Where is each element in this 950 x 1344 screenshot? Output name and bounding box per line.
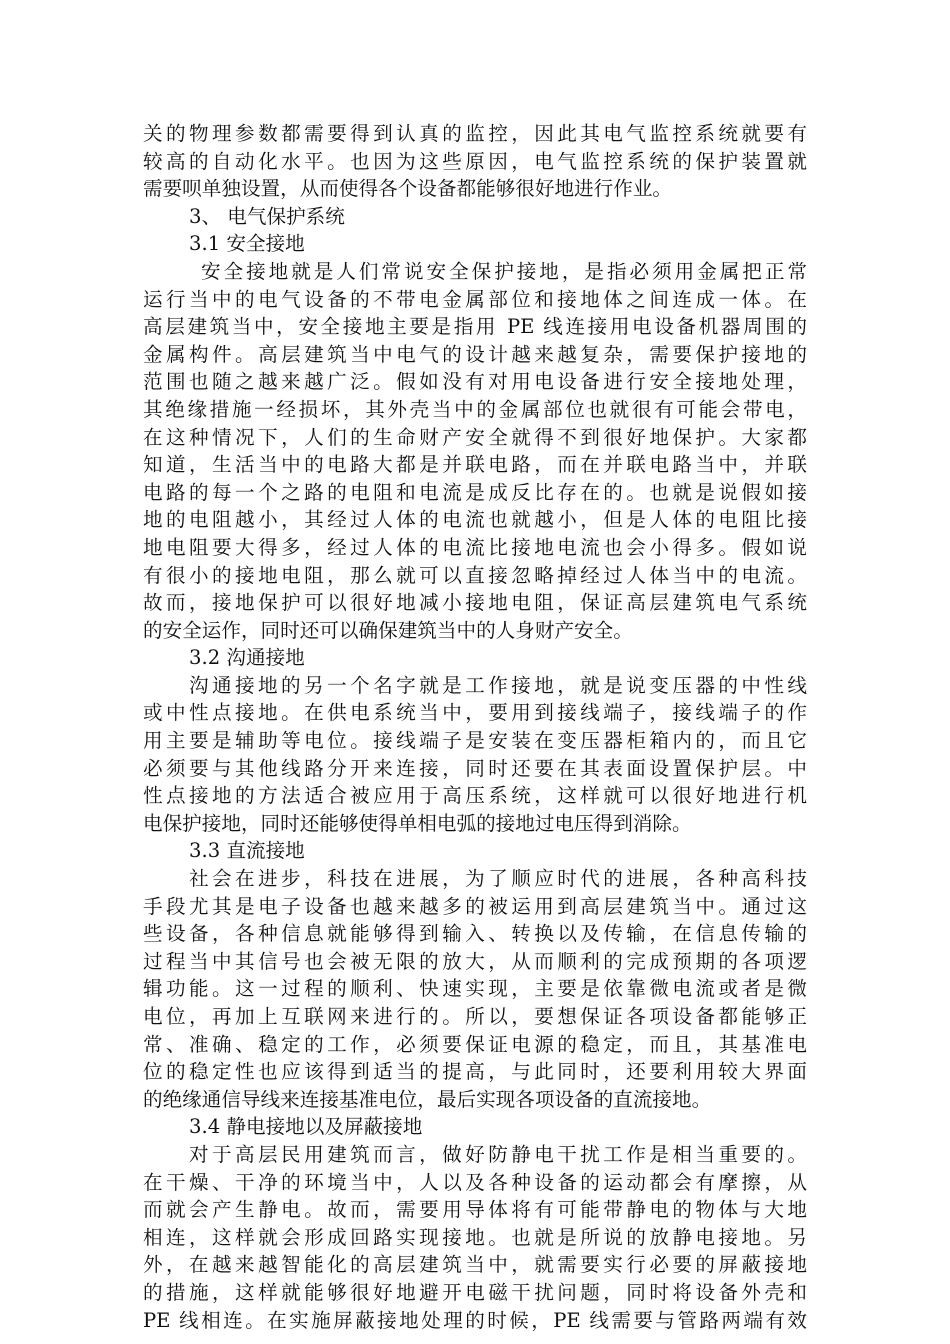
paragraph-line: 其绝缘措施一经损坏，其外壳当中的金属部位也就很有可能会带电， — [143, 397, 807, 421]
paragraph-line: 故而，接地保护可以很好地减小接地电阻，保证高层建筑电气系统 — [143, 591, 807, 615]
paragraph-line: 过程当中其信号也会被无限的放大，从而顺利的完成预期的各项逻 — [143, 949, 807, 973]
paragraph-line: 地电阻要大得多，经过人体的电流比接地电流也会小得多。假如说 — [143, 535, 807, 559]
paragraph-line: 用主要是辅助等电位。接线端子是安装在变压器柜箱内的，而且它 — [143, 729, 807, 753]
paragraph-line: 位的稳定性也应该得到适当的提高，与此同时，还要利用较大界面 — [143, 1060, 807, 1084]
paragraph-line: 的措施，这样就能够很好地避开电磁干扰问题，同时将设备外壳和 — [143, 1280, 807, 1304]
paragraph-line: 电保护接地，同时还能够使得单相电弧的接地过电压得到消除。 — [143, 811, 692, 835]
paragraph-line: 关的物理参数都需要得到认真的监控，因此其电气监控系统就要有 — [143, 122, 807, 145]
paragraph-line: 或中性点接地。在供电系统当中，要用到接线端子，接线端子的作 — [143, 701, 807, 725]
paragraph-line: 电位，再加上互联网来进行的。所以，要想保证各项设备都能够正 — [143, 1005, 807, 1028]
paragraph-line: 安全接地就是人们常说安全保护接地，是指必须用金属把正常 — [201, 259, 807, 283]
paragraph-line: 有很小的接地电阻，那么就可以直接忽略掉经过人体当中的电流。 — [143, 563, 807, 587]
paragraph-line: 的绝缘通信导线来连接基准电位，最后实现各项设备的直流接地。 — [143, 1087, 712, 1111]
paragraph-line: 对于高层民用建筑而言，做好防静电干扰工作是相当重要的。 — [189, 1142, 807, 1166]
section-heading: 3、 电气保护系统 — [189, 204, 345, 228]
paragraph-line: 手段尤其是电子设备也越来越多的被运用到高层建筑当中。通过这 — [143, 894, 807, 918]
paragraph-line: 电路的每一个之路的电阻和电流是成反比存在的。也就是说假如接 — [143, 480, 807, 504]
paragraph-line: 在干燥、干净的环境当中，人以及各种设备的运动都会有摩擦，从 — [143, 1170, 807, 1194]
paragraph-line: 相连，这样就会形成回路实现接地。也就是所说的放静电接地。另 — [143, 1225, 807, 1249]
section-heading: 3.3 直流接地 — [189, 839, 305, 863]
paragraph-line: 需要呗单独设置，从而使得各个设备都能够很好地进行作业。 — [143, 177, 673, 201]
paragraph-line: 高层建筑当中，安全接地主要是指用 PE 线连接用电设备机器周围的 — [143, 315, 807, 339]
section-heading: 3.1 安全接地 — [189, 232, 305, 256]
paragraph-line: 些设备，各种信息就能够得到输入、转换以及传输，在信息传输的 — [143, 922, 807, 946]
paragraph-line: 范围也随之越来越广泛。假如没有对用电设备进行安全接地处理， — [143, 370, 807, 394]
paragraph-line: 而就会产生静电。故而，需要用导体将有可能带静电的物体与大地 — [143, 1198, 807, 1222]
section-heading: 3.4 静电接地以及屏蔽接地 — [189, 1115, 423, 1139]
paragraph-line: 较高的自动化水平。也因为这些原因，电气监控系统的保护装置就 — [143, 149, 807, 173]
paragraph-line: 必须要与其他线路分开来连接，同时还要在其表面设置保护层。中 — [143, 756, 807, 780]
document-page — [143, 120, 807, 1334]
section-heading: 3.2 沟通接地 — [189, 646, 305, 670]
paragraph-line: 性点接地的方法适合被应用于高压系统，这样就可以很好地进行机 — [143, 784, 807, 808]
paragraph-line: 知道，生活当中的电路大都是并联电路，而在并联电路当中，并联 — [143, 453, 807, 477]
paragraph-line: 辑功能。这一过程的顺利、快速实现，主要是依靠微电流或者是微 — [143, 977, 807, 1001]
paragraph-line: 的安全运作，同时还可以确保建筑当中的人身财产安全。 — [143, 618, 633, 642]
paragraph-line: PE 线相连。在实施屏蔽接地处理的时候，PE 线需要与管路两端有效 — [143, 1308, 807, 1332]
paragraph-line: 外，在越来越智能化的高层建筑当中，就需要实行必要的屏蔽接地 — [143, 1253, 807, 1277]
paragraph-line: 常、准确、稳定的工作，必须要保证电源的稳定，而且，其基准电 — [143, 1032, 807, 1056]
paragraph-line: 地的电阻越小，其经过人体的电流也就越小，但是人体的电阻比接 — [143, 508, 807, 532]
paragraph-line: 运行当中的电气设备的不带电金属部位和接地体之间连成一体。在 — [143, 287, 807, 311]
paragraph-line: 在这种情况下，人们的生命财产安全就得不到很好地保护。大家都 — [143, 425, 807, 449]
paragraph-line: 社会在进步，科技在进展，为了顺应时代的进展，各种高科技 — [189, 867, 807, 891]
paragraph-line: 沟通接地的另一个名字就是工作接地，就是说变压器的中性线 — [189, 673, 807, 697]
paragraph-line: 金属构件。高层建筑当中电气的设计越来越复杂，需要保护接地的 — [143, 342, 807, 366]
